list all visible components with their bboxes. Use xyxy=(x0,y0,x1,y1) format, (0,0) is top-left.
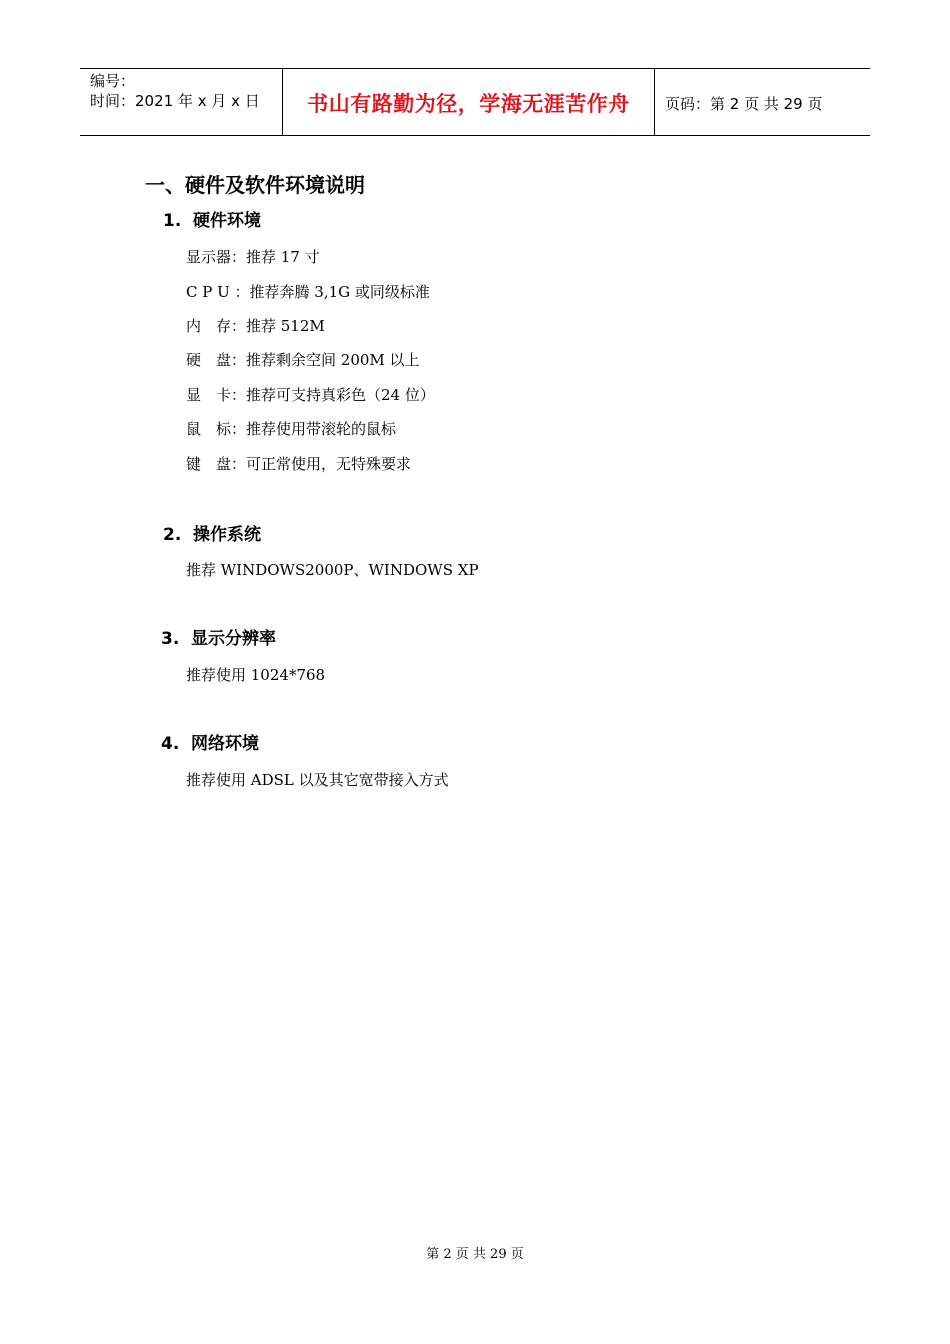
header-meta xyxy=(80,69,282,135)
list-item-mouse: 鼠 标：推荐使用带滚轮的鼠标 xyxy=(186,420,397,438)
subsection-number: 3. xyxy=(161,629,180,649)
page-info-text: 页码：第 2 页 共 29 页 xyxy=(665,94,823,113)
subsection-title: 显示分辨率 xyxy=(191,629,276,649)
subsection-heading-network xyxy=(161,733,259,755)
subsection-title: 硬件环境 xyxy=(193,211,261,231)
subsection-number: 2. xyxy=(163,525,182,545)
document-time-label: 时间：2021 年 x 月 x 日 xyxy=(90,92,260,110)
motto-text: 书山有路勤为径，学海无涯苦作舟 xyxy=(307,92,630,116)
list-item-cpu: C P U ：推荐奔腾 3,1G 或同级标准 xyxy=(186,283,430,301)
list-item-resolution: 推荐使用 1024*768 xyxy=(186,666,326,684)
list-item-monitor: 显示器：推荐 17 寸 xyxy=(186,248,320,266)
list-item-network: 推荐使用 ADSL 以及其它宽带接入方式 xyxy=(186,771,449,789)
subsection-title: 网络环境 xyxy=(191,734,259,754)
list-item-disk: 硬 盘：推荐剩余空间 200M 以上 xyxy=(186,351,420,369)
header-page-info xyxy=(655,69,870,135)
list-item-os: 推荐 WINDOWS2000P、WINDOWS XP xyxy=(186,561,479,579)
subsection-number: 4. xyxy=(161,734,180,754)
document-number-label: 编号： xyxy=(90,72,136,90)
header-motto xyxy=(282,69,655,135)
page-header xyxy=(80,68,870,136)
subsection-heading-os xyxy=(163,524,261,546)
subsection-title: 操作系统 xyxy=(193,525,261,545)
list-item-keyboard: 键 盘：可正常使用，无特殊要求 xyxy=(186,455,412,473)
list-item-memory: 内 存：推荐 512M xyxy=(186,317,325,335)
page-footer: 第 2 页 共 29 页 xyxy=(426,1247,524,1262)
subsection-number: 1. xyxy=(163,211,182,231)
subsection-heading-resolution xyxy=(161,628,276,650)
list-item-graphics: 显 卡：推荐可支持真彩色（24 位） xyxy=(186,386,435,404)
section-title: 一、硬件及软件环境说明 xyxy=(145,173,365,197)
subsection-heading-hardware xyxy=(163,210,261,232)
